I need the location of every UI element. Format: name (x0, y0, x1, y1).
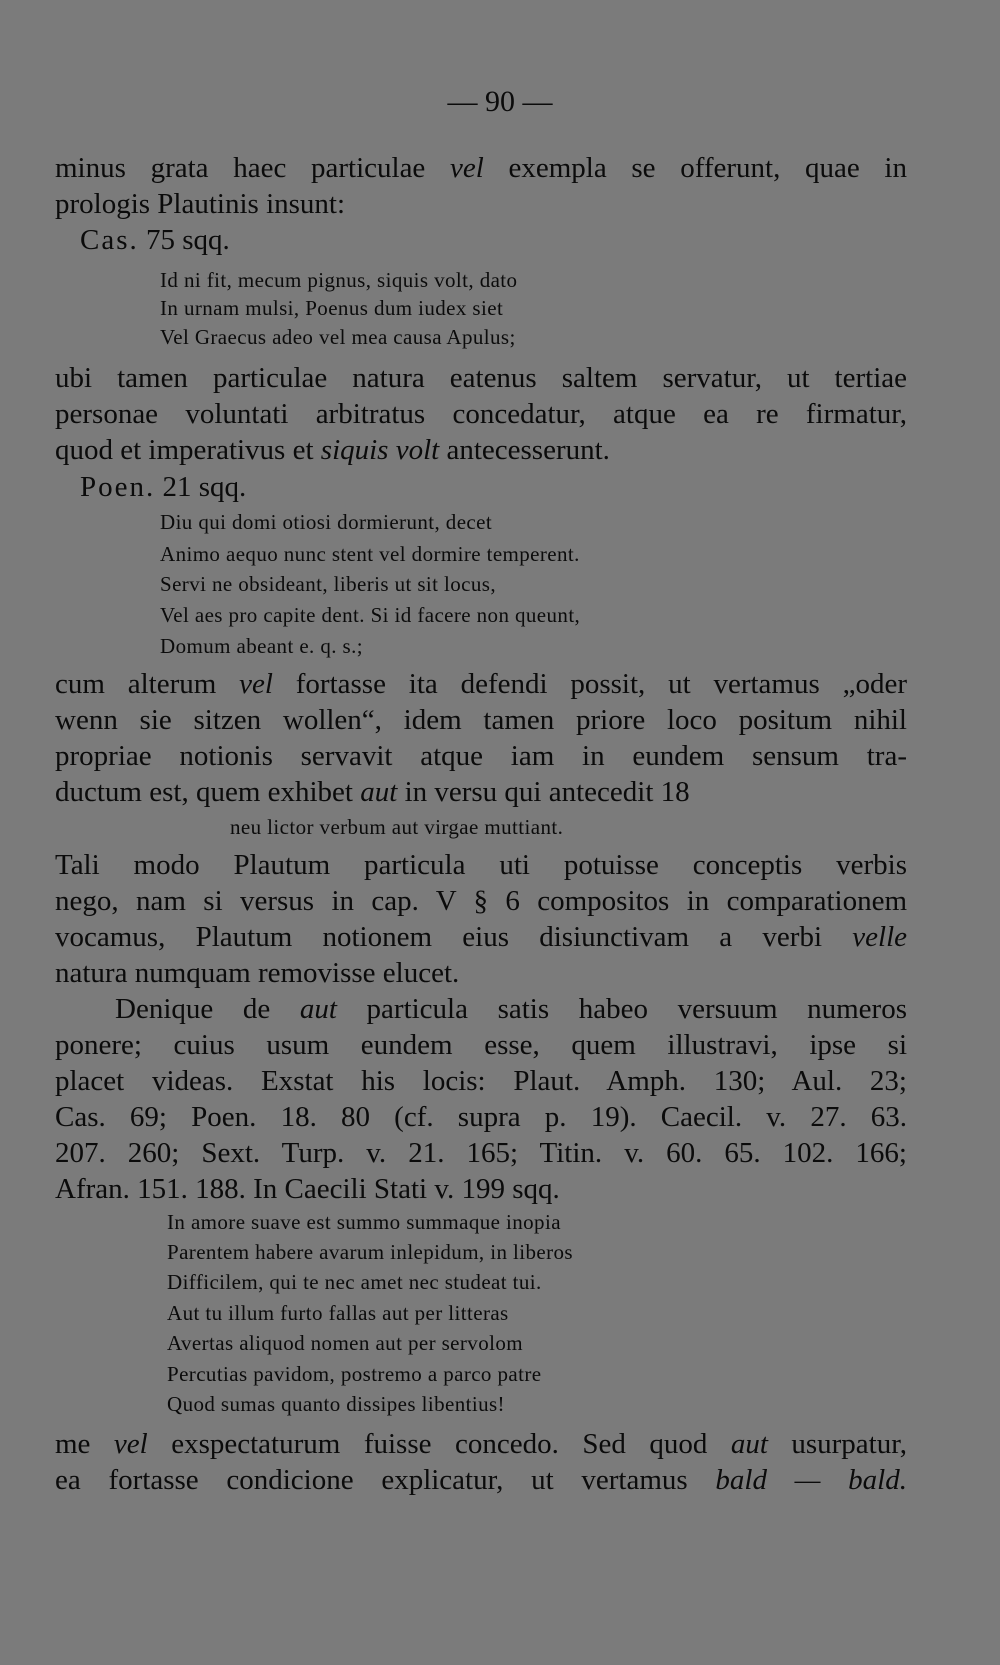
text-line: vocamus, Plautum notionem eius disiunctivam a verbi velle (55, 921, 907, 953)
text-line: ductum est, quem exhibet aut in versu qui antecedit 18 (55, 776, 690, 808)
verse-line: Parentem habere avarum inlepidum, in liberos (167, 1240, 573, 1264)
text-line: ponere; cuius usum eundem esse, quem illustravi, ipse si (55, 1029, 907, 1061)
verse-line: Quod sumas quanto dissipes libentius! (167, 1392, 505, 1416)
text-line: natura numquam removisse elucet. (55, 957, 460, 989)
verse-line: Aut tu illum furto fallas aut per litteras (167, 1301, 509, 1325)
text-line: me vel exspectaturum fuisse concedo. Sed quod aut usurpatur, (55, 1428, 907, 1460)
verse-line: Animo aequo nunc stent vel dormire temperent. (160, 542, 580, 566)
text-line: Cas. 69; Poen. 18. 80 (cf. supra p. 19). Caecil. v. 27. 63. (55, 1101, 907, 1133)
text-line: Tali modo Plautum particula uti potuisse conceptis verbis (55, 849, 907, 881)
verse-line: Percutias pavidom, postremo a parco patre (167, 1362, 542, 1386)
text-line: wenn sie sitzen wollen“, idem tamen priore loco positum nihil (55, 704, 907, 736)
text-line: ubi tamen particulae natura eatenus saltem servatur, ut tertiae (55, 362, 907, 394)
text-line: quod et imperativus et siquis volt antecesserunt. (55, 434, 610, 466)
citation-line: Poen. 21 sqq. (80, 471, 247, 503)
page-number: — 90 — (447, 85, 553, 118)
text-line: placet videas. Exstat his locis: Plaut. Amph. 130; Aul. 23; (55, 1065, 907, 1097)
text-line: personae voluntati arbitratus concedatur, atque ea re firmatur, (55, 398, 907, 430)
verse-line: In urnam mulsi, Poenus dum iudex siet (160, 296, 504, 320)
verse-line: Diu qui domi otiosi dormierunt, decet (160, 510, 493, 534)
text-line: minus grata haec particulae vel exempla se offerunt, quae in (55, 152, 907, 184)
verse-line: Servi ne obsideant, liberis ut sit locus, (160, 572, 497, 596)
verse-line: Avertas aliquod nomen aut per servolom (167, 1331, 523, 1355)
text-line: prologis Plautinis insunt: (55, 188, 346, 220)
text-line: 207. 260; Sext. Turp. v. 21. 165; Titin. v. 60. 65. 102. 166; (55, 1137, 907, 1169)
verse-line: Vel Graecus adeo vel mea causa Apulus; (160, 325, 516, 349)
verse-line: Domum abeant e. q. s.; (160, 634, 364, 658)
verse-line: neu lictor verbum aut virgae muttiant. (230, 815, 564, 839)
verse-line: Difficilem, qui te nec amet nec studeat tui. (167, 1270, 542, 1294)
text-line: propriae notionis servavit atque iam in eundem sensum tra- (55, 740, 907, 772)
verse-line: Id ni fit, mecum pignus, siquis volt, dato (160, 268, 518, 292)
text-line: Afran. 151. 188. In Caecili Stati v. 199 sqq. (55, 1173, 560, 1205)
text-line: cum alterum vel fortasse ita defendi possit, ut vertamus „oder (55, 668, 907, 700)
text-line: nego, nam si versus in cap. V § 6 compositos in comparationem (55, 885, 907, 917)
text-line: ea fortasse condicione explicatur, ut vertamus bald — bald. (55, 1464, 907, 1496)
verse-line: In amore suave est summo summaque inopia (167, 1210, 561, 1234)
verse-line: Vel aes pro capite dent. Si id facere non queunt, (160, 603, 581, 627)
citation-line: Cas. 75 sqq. (80, 224, 230, 256)
text-line: Denique de aut particula satis habeo versuum numeros (115, 993, 907, 1025)
